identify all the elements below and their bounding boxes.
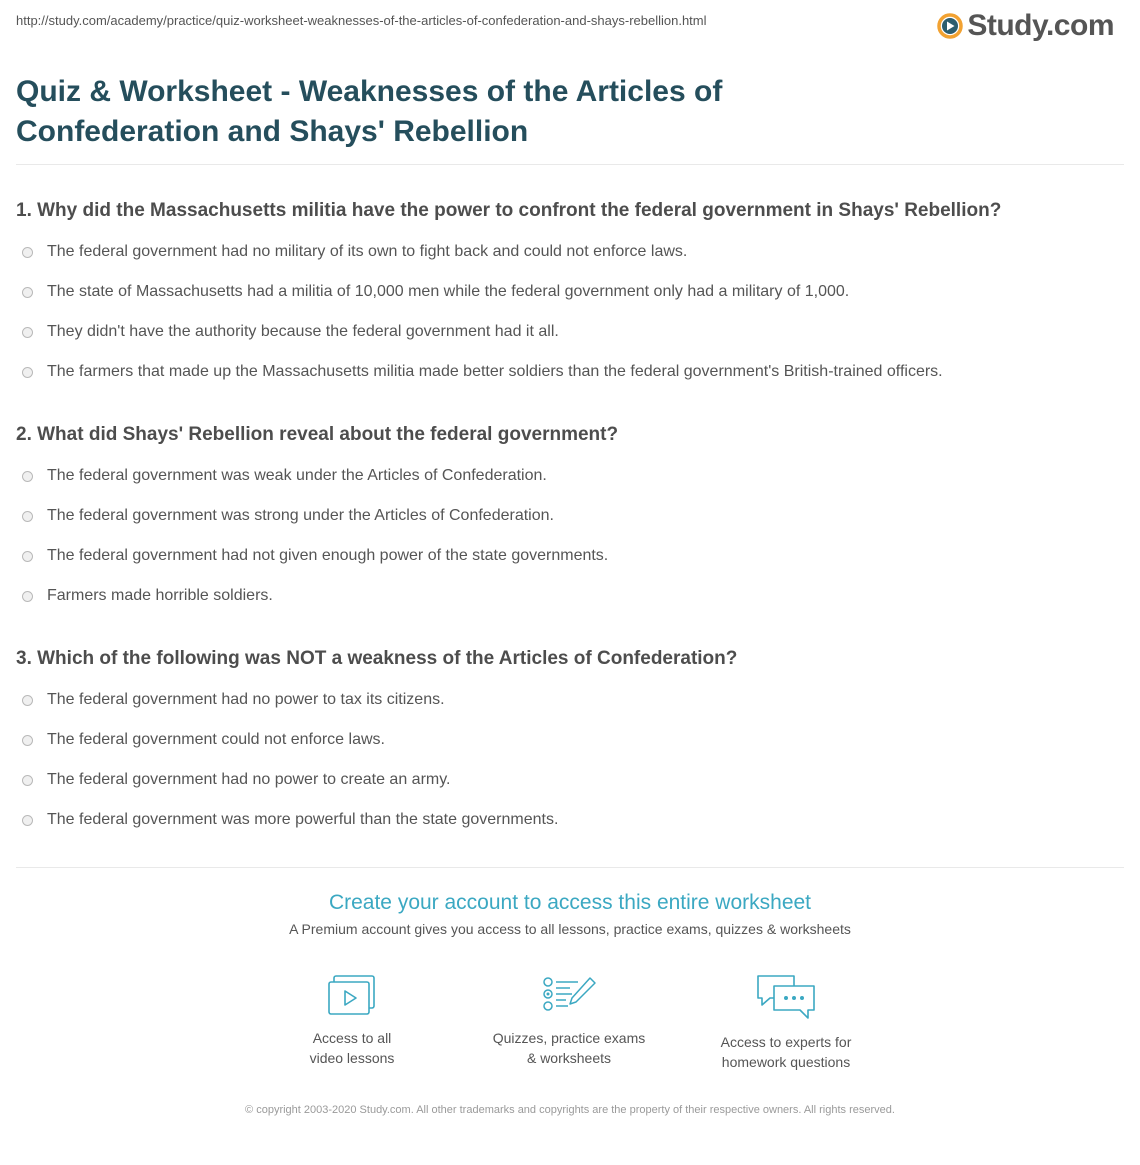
question-1: 1. Why did the Massachusetts militia have the power to confront the federal government in Shays' Rebellion? (16, 200, 1002, 221)
radio-button[interactable] (22, 695, 33, 706)
study-logo[interactable] (937, 9, 1114, 43)
answer-option[interactable] (22, 232, 943, 272)
answer-list-1 (22, 232, 943, 392)
copyright-notice: © copyright 2003-2020 Study.com. All other trademarks and copyrights are the property of their respective owners. All rights reserved. (245, 1104, 895, 1116)
page-title: Quiz & Worksheet - Weaknesses of the Articles of Confederation and Shays' Rebellion (16, 75, 723, 148)
video-lesson-icon (326, 974, 378, 1018)
feature-label-line1: Quizzes, practice exams (492, 1030, 646, 1046)
feature-label-line1: Access to all (312, 1030, 392, 1046)
answer-text: The federal government had not given enough power of the state governments. (47, 547, 609, 564)
answer-option[interactable] (22, 800, 558, 840)
radio-button[interactable] (22, 511, 33, 522)
answer-option[interactable] (22, 312, 943, 352)
feature-experts (686, 974, 886, 1072)
answer-option[interactable] (22, 760, 558, 800)
answer-text: The federal government had no power to tax its citizens. (47, 691, 445, 708)
chat-bubbles-icon (754, 974, 818, 1022)
radio-button[interactable] (22, 247, 33, 258)
answer-text: The federal government could not enforce laws. (47, 731, 385, 748)
feature-video-lessons (252, 974, 452, 1068)
radio-button[interactable] (22, 735, 33, 746)
cta-subtitle: A Premium account gives you access to all lessons, practice exams, quizzes & worksheets (289, 921, 851, 937)
radio-button[interactable] (22, 287, 33, 298)
answer-option[interactable] (22, 720, 558, 760)
radio-button[interactable] (22, 591, 33, 602)
answer-option[interactable] (22, 576, 608, 616)
answer-text: The federal government had no power to create an army. (47, 771, 451, 788)
answer-list-2 (22, 456, 608, 616)
answer-text: The farmers that made up the Massachusetts militia made better soldiers than the federal government's British-trained officers. (47, 363, 943, 380)
answer-option[interactable] (22, 272, 943, 312)
create-account-link[interactable]: Create your account to access this entire worksheet (328, 891, 812, 914)
radio-button[interactable] (22, 551, 33, 562)
feature-label-line2: & worksheets (526, 1050, 612, 1066)
answer-option[interactable] (22, 496, 608, 536)
quiz-checklist-icon (540, 974, 598, 1018)
radio-button[interactable] (22, 815, 33, 826)
radio-button[interactable] (22, 471, 33, 482)
answer-text: The federal government was strong under the Articles of Confederation. (47, 507, 554, 524)
answer-list-3 (22, 680, 558, 840)
title-divider (16, 164, 1124, 165)
cta-divider (16, 867, 1124, 868)
answer-option[interactable] (22, 680, 558, 720)
answer-text: The federal government was more powerful than the state governments. (47, 811, 559, 828)
logo-text: Study.com (967, 9, 1114, 42)
feature-quizzes (469, 974, 669, 1068)
answer-text: The federal government had no military of its own to fight back and could not enforce laws. (47, 243, 688, 260)
answer-option[interactable] (22, 352, 943, 392)
page-url: http://study.com/academy/practice/quiz-worksheet-weaknesses-of-the-articles-of-confederation-and-shays-rebellion.html (16, 13, 707, 28)
answer-option[interactable] (22, 456, 608, 496)
radio-button[interactable] (22, 367, 33, 378)
radio-button[interactable] (22, 327, 33, 338)
answer-text: The state of Massachusetts had a militia of 10,000 men while the federal government only had a military of 1,000. (47, 283, 850, 300)
question-2: 2. What did Shays' Rebellion reveal about the federal government? (16, 424, 619, 445)
feature-label-line2: video lessons (309, 1050, 395, 1066)
question-3: 3. Which of the following was NOT a weakness of the Articles of Confederation? (16, 648, 738, 669)
feature-label-line1: Access to experts for (720, 1034, 852, 1050)
study-play-icon (937, 13, 963, 39)
answer-text: The federal government was weak under the Articles of Confederation. (47, 467, 547, 484)
answer-option[interactable] (22, 536, 608, 576)
feature-label-line2: homework questions (721, 1054, 851, 1070)
answer-text: Farmers made horrible soldiers. (47, 587, 273, 604)
answer-text: They didn't have the authority because the federal government had it all. (47, 323, 559, 340)
radio-button[interactable] (22, 775, 33, 786)
